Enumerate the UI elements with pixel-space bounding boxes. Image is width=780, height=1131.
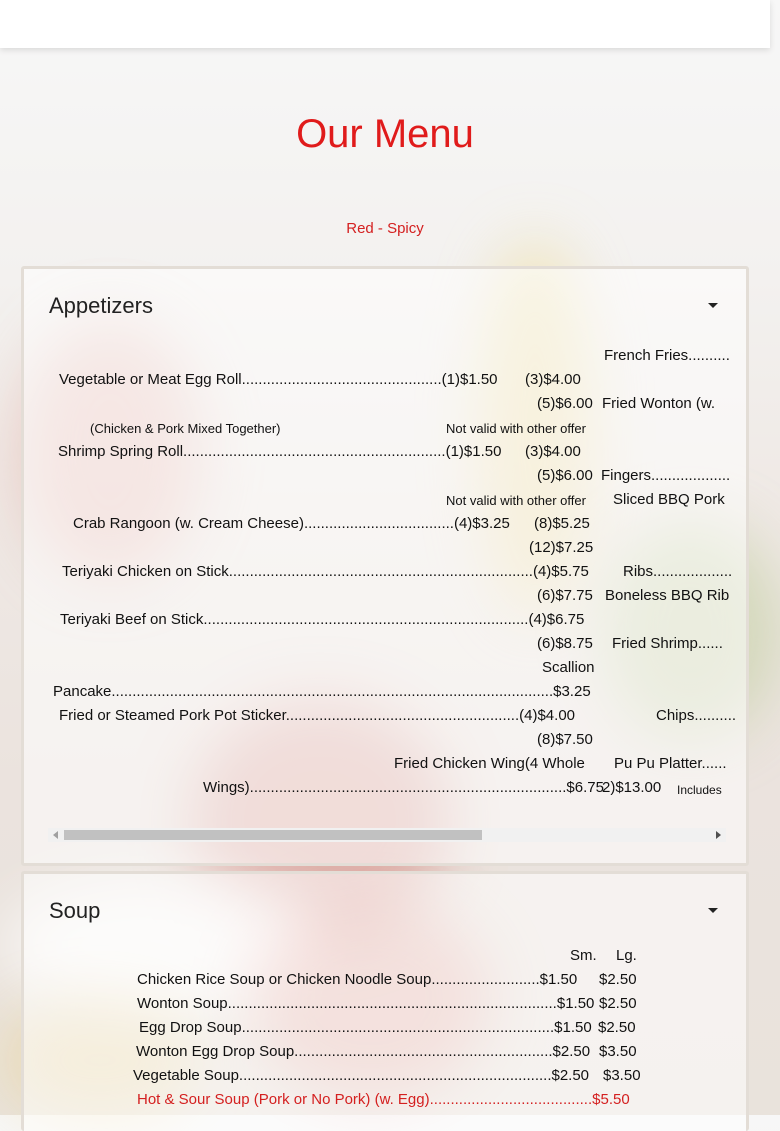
menu-item: Fried Shrimp...... [612, 635, 723, 652]
menu-item: Fried or Steamed Pork Pot Sticker........................................................(4)$4.00 [59, 707, 576, 724]
menu-item: Boneless BBQ Rib [605, 587, 730, 604]
soup-item: Wonton Egg Drop Soup..............................................................$2.50 [136, 1043, 591, 1060]
menu-item: Crab Rangoon (w. Cream Cheese)....................................(4)$3.25 [73, 515, 510, 532]
menu-note: Not valid with other offer [446, 421, 586, 436]
column-header-small: Sm. [570, 947, 597, 964]
menu-item: Scallion [542, 659, 595, 676]
menu-price: (8)$7.50 [537, 731, 593, 748]
menu-item: Sliced BBQ Pork [613, 491, 725, 508]
menu-note: Includes [677, 783, 722, 797]
menu-item: Fried Chicken Wing(4 Whole [394, 755, 585, 772]
horizontal-scrollbar[interactable] [48, 828, 726, 842]
soup-item-spicy: Hot & Sour Soup (Pork or No Pork) (w. Egg).......................................$5.50 [137, 1091, 630, 1108]
spicy-legend: Red - Spicy [346, 220, 424, 237]
caret-down-icon[interactable] [708, 303, 718, 308]
menu-price: 2)$13.00 [602, 779, 662, 796]
menu-item: Shrimp Spring Roll...............................................................(1)$1.50 [58, 443, 502, 460]
menu-item: Fingers................... [601, 467, 731, 484]
menu-price: (12)$7.25 [529, 539, 594, 556]
column-header-large: Lg. [616, 947, 637, 964]
soup-price-large: $2.50 [598, 1019, 636, 1036]
soup-price-large: $3.50 [599, 1043, 637, 1060]
menu-item: Fried Wonton (w. [602, 395, 716, 412]
menu-price: (6)$7.75 [537, 587, 593, 604]
appetizers-heading[interactable]: Appetizers [49, 293, 153, 318]
menu-item: Wings)............................................................................$6.75 [203, 779, 604, 796]
soup-price-large: $2.50 [599, 971, 637, 988]
soup-item: Egg Drop Soup...........................................................................$1.50 [139, 1019, 592, 1036]
soup-item: Chicken Rice Soup or Chicken Noodle Soup..........................$1.50 [137, 971, 578, 988]
menu-item: Teriyaki Beef on Stick..............................................................................(4)$6.75 [60, 611, 585, 628]
menu-item: Chips.......... [656, 707, 737, 724]
appetizers-scroll-area[interactable] [24, 340, 737, 815]
caret-down-icon[interactable] [708, 908, 718, 913]
soup-price-large: $2.50 [599, 995, 637, 1012]
soup-item: Vegetable Soup...........................................................................$2.50 [133, 1067, 590, 1084]
menu-price: (5)$6.00 [537, 467, 593, 484]
menu-item: Vegetable or Meat Egg Roll................................................(1)$1.50 [59, 371, 498, 388]
menu-item: Ribs................... [623, 563, 733, 580]
menu-price: (8)$5.25 [534, 515, 590, 532]
menu-price: (5)$6.00 [537, 395, 593, 412]
arrow-left-icon[interactable] [53, 831, 58, 839]
menu-item: Pancake..........................................................................................................$3.25 [53, 683, 591, 700]
arrow-right-icon[interactable] [716, 831, 721, 839]
menu-item: French Fries.......... [604, 347, 730, 364]
menu-price: (6)$8.75 [537, 635, 593, 652]
soup-price-large: $3.50 [603, 1067, 641, 1084]
menu-price: (3)$4.00 [525, 443, 581, 460]
menu-item: Teriyaki Chicken on Stick.........................................................................(4)$5.75 [62, 563, 589, 580]
soup-item: Wonton Soup...............................................................................$1.50 [137, 995, 595, 1012]
top-header-bar [0, 0, 770, 48]
page-title: Our Menu [296, 112, 474, 156]
menu-note: (Chicken & Pork Mixed Together) [90, 421, 281, 436]
menu-note: Not valid with other offer [446, 493, 586, 508]
scrollbar-thumb[interactable] [64, 830, 482, 840]
soup-heading[interactable]: Soup [49, 898, 101, 923]
menu-price: (3)$4.00 [525, 371, 581, 388]
menu-item: Pu Pu Platter...... [614, 755, 727, 772]
